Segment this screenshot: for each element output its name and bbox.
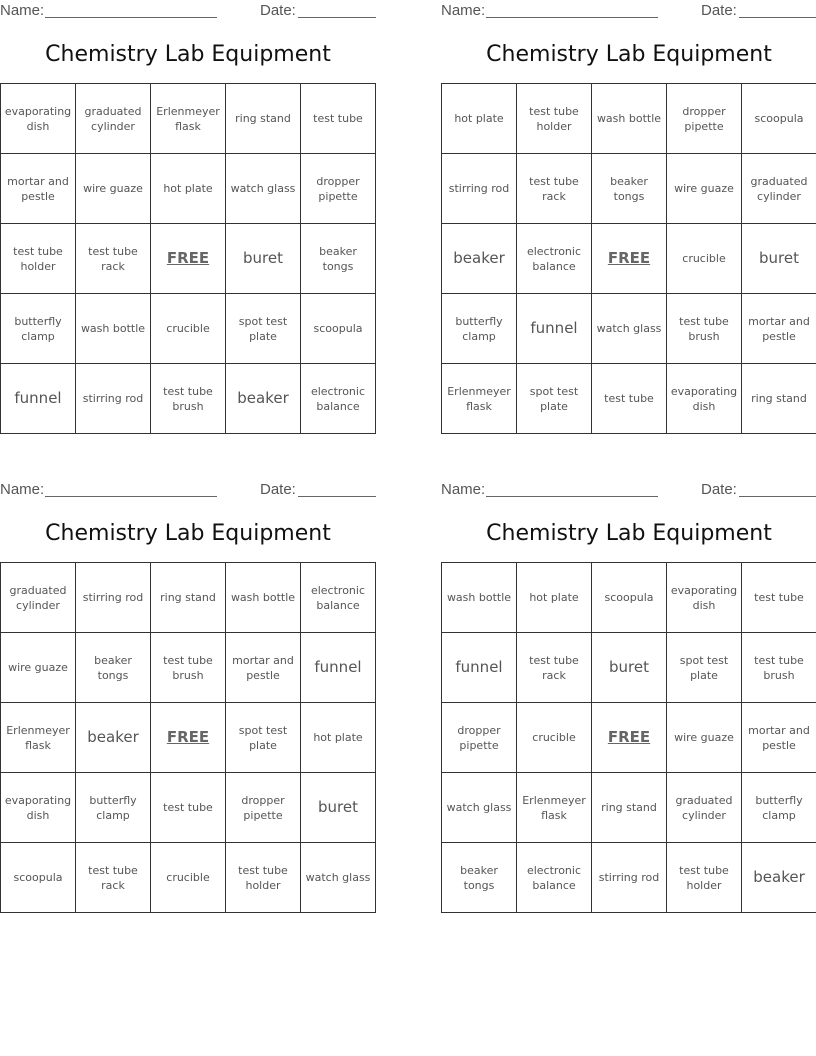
bingo-cell[interactable]: wire guaze: [1, 633, 76, 703]
bingo-cell[interactable]: scoopula: [1, 843, 76, 913]
bingo-cell[interactable]: test tube: [742, 563, 816, 633]
bingo-cell[interactable]: scoopula: [742, 84, 816, 154]
bingo-cell[interactable]: graduated cylinder: [1, 563, 76, 633]
bingo-cell[interactable]: spot test plate: [667, 633, 742, 703]
date-field[interactable]: [298, 496, 376, 497]
name-label: Name:: [441, 481, 486, 498]
bingo-cell[interactable]: test tube rack: [76, 224, 151, 294]
bingo-cell[interactable]: watch glass: [226, 154, 301, 224]
bingo-cell[interactable]: hot plate: [151, 154, 226, 224]
name-field[interactable]: [486, 17, 658, 18]
bingo-cell[interactable]: crucible: [151, 294, 226, 364]
bingo-cell[interactable]: beaker tongs: [76, 633, 151, 703]
bingo-cell[interactable]: spot test plate: [226, 294, 301, 364]
bingo-cell[interactable]: hot plate: [517, 563, 592, 633]
bingo-cell[interactable]: electronic balance: [517, 224, 592, 294]
name-field[interactable]: [45, 17, 217, 18]
bingo-cell[interactable]: buret: [742, 224, 816, 294]
bingo-cell[interactable]: test tube rack: [517, 154, 592, 224]
bingo-cell[interactable]: beaker: [226, 364, 301, 434]
bingo-card-2: [441, 0, 816, 413]
bingo-cell[interactable]: ring stand: [592, 773, 667, 843]
bingo-cell[interactable]: buret: [226, 224, 301, 294]
bingo-cell[interactable]: graduated cylinder: [667, 773, 742, 843]
bingo-cell[interactable]: funnel: [517, 294, 592, 364]
date-label: Date:: [701, 481, 737, 498]
bingo-cell[interactable]: graduated cylinder: [742, 154, 816, 224]
bingo-cell[interactable]: crucible: [151, 843, 226, 913]
bingo-cell[interactable]: wash bottle: [592, 84, 667, 154]
bingo-cell[interactable]: beaker: [742, 843, 816, 913]
bingo-cell[interactable]: funnel: [442, 633, 517, 703]
bingo-cell[interactable]: hot plate: [301, 703, 376, 773]
name-date-header: [0, 0, 376, 24]
bingo-cell[interactable]: evaporating dish: [667, 563, 742, 633]
name-label: Name:: [441, 2, 486, 19]
bingo-cell[interactable]: stirring rod: [76, 364, 151, 434]
free-space[interactable]: FREE: [151, 224, 226, 294]
bingo-cell[interactable]: crucible: [667, 224, 742, 294]
bingo-cell[interactable]: wire guaze: [76, 154, 151, 224]
bingo-cell[interactable]: buret: [592, 633, 667, 703]
bingo-cell[interactable]: watch glass: [592, 294, 667, 364]
bingo-grid: [441, 83, 816, 434]
bingo-grid: [0, 83, 376, 434]
bingo-cell[interactable]: dropper pipette: [442, 703, 517, 773]
bingo-cell[interactable]: stirring rod: [442, 154, 517, 224]
name-date-header: [441, 479, 816, 503]
bingo-cell[interactable]: spot test plate: [226, 703, 301, 773]
bingo-cell[interactable]: watch glass: [442, 773, 517, 843]
bingo-cell[interactable]: evaporating dish: [1, 773, 76, 843]
date-label: Date:: [701, 2, 737, 19]
card-title: Chemistry Lab Equipment: [486, 42, 772, 67]
bingo-cell[interactable]: spot test plate: [517, 364, 592, 434]
bingo-cell[interactable]: ring stand: [226, 84, 301, 154]
bingo-cell[interactable]: test tube brush: [667, 294, 742, 364]
card-title: Chemistry Lab Equipment: [486, 521, 772, 546]
date-field[interactable]: [298, 17, 376, 18]
bingo-cell[interactable]: hot plate: [442, 84, 517, 154]
date-label: Date:: [260, 2, 296, 19]
bingo-cell[interactable]: mortar and pestle: [742, 294, 816, 364]
date-label: Date:: [260, 481, 296, 498]
bingo-cell[interactable]: test tube rack: [76, 843, 151, 913]
name-date-header: [0, 479, 376, 503]
name-date-header: [441, 0, 816, 24]
bingo-cell[interactable]: electronic balance: [301, 364, 376, 434]
bingo-cell[interactable]: dropper pipette: [301, 154, 376, 224]
bingo-card-3: [0, 479, 376, 892]
bingo-cell[interactable]: test tube holder: [1, 224, 76, 294]
name-label: Name:: [0, 2, 45, 19]
bingo-cell[interactable]: stirring rod: [76, 563, 151, 633]
bingo-cell[interactable]: scoopula: [301, 294, 376, 364]
bingo-cell[interactable]: crucible: [517, 703, 592, 773]
name-field[interactable]: [486, 496, 658, 497]
free-space[interactable]: FREE: [151, 703, 226, 773]
bingo-cell[interactable]: mortar and pestle: [742, 703, 816, 773]
bingo-grid: [441, 562, 816, 913]
name-field[interactable]: [45, 496, 217, 497]
bingo-cell[interactable]: test tube brush: [151, 633, 226, 703]
bingo-cell[interactable]: wash bottle: [442, 563, 517, 633]
bingo-cell[interactable]: butterfly clamp: [76, 773, 151, 843]
bingo-cell[interactable]: wire guaze: [667, 154, 742, 224]
bingo-cell[interactable]: wash bottle: [226, 563, 301, 633]
bingo-cell[interactable]: test tube: [592, 364, 667, 434]
bingo-cell[interactable]: beaker tongs: [301, 224, 376, 294]
bingo-cell[interactable]: butterfly clamp: [442, 294, 517, 364]
card-title: Chemistry Lab Equipment: [45, 521, 331, 546]
bingo-cell[interactable]: electronic balance: [301, 563, 376, 633]
bingo-cell[interactable]: ring stand: [151, 563, 226, 633]
bingo-cell[interactable]: butterfly clamp: [742, 773, 816, 843]
bingo-cell[interactable]: test tube holder: [226, 843, 301, 913]
date-field[interactable]: [739, 17, 816, 18]
card-title: Chemistry Lab Equipment: [45, 42, 331, 67]
free-space[interactable]: FREE: [592, 703, 667, 773]
bingo-cell[interactable]: wire guaze: [667, 703, 742, 773]
bingo-cell[interactable]: electronic balance: [517, 843, 592, 913]
bingo-cell[interactable]: test tube: [301, 84, 376, 154]
bingo-cell[interactable]: mortar and pestle: [1, 154, 76, 224]
bingo-cell[interactable]: Erlenmeyer flask: [517, 773, 592, 843]
bingo-cell[interactable]: Erlenmeyer flask: [151, 84, 226, 154]
bingo-cell[interactable]: evaporating dish: [667, 364, 742, 434]
bingo-cell[interactable]: beaker tongs: [592, 154, 667, 224]
bingo-cell[interactable]: test tube brush: [742, 633, 816, 703]
bingo-cell[interactable]: test tube holder: [517, 84, 592, 154]
bingo-cell[interactable]: beaker: [76, 703, 151, 773]
bingo-cell[interactable]: beaker: [442, 224, 517, 294]
bingo-grid: [0, 562, 376, 913]
bingo-cell[interactable]: stirring rod: [592, 843, 667, 913]
bingo-cell[interactable]: test tube rack: [517, 633, 592, 703]
bingo-cell[interactable]: butterfly clamp: [1, 294, 76, 364]
bingo-card-4: [441, 479, 816, 892]
date-field[interactable]: [739, 496, 816, 497]
free-space[interactable]: FREE: [592, 224, 667, 294]
bingo-cell[interactable]: beaker tongs: [442, 843, 517, 913]
bingo-cell[interactable]: funnel: [1, 364, 76, 434]
bingo-cell[interactable]: Erlenmeyer flask: [442, 364, 517, 434]
bingo-cell[interactable]: mortar and pestle: [226, 633, 301, 703]
bingo-cell[interactable]: evaporating dish: [1, 84, 76, 154]
bingo-cell[interactable]: watch glass: [301, 843, 376, 913]
bingo-cell[interactable]: Erlenmeyer flask: [1, 703, 76, 773]
bingo-card-1: [0, 0, 376, 413]
bingo-cell[interactable]: test tube holder: [667, 843, 742, 913]
bingo-cell[interactable]: buret: [301, 773, 376, 843]
name-label: Name:: [0, 481, 45, 498]
bingo-cell[interactable]: test tube: [151, 773, 226, 843]
bingo-cell[interactable]: graduated cylinder: [76, 84, 151, 154]
bingo-cell[interactable]: dropper pipette: [226, 773, 301, 843]
bingo-cell[interactable]: funnel: [301, 633, 376, 703]
bingo-cell[interactable]: dropper pipette: [667, 84, 742, 154]
bingo-cell[interactable]: wash bottle: [76, 294, 151, 364]
bingo-cell[interactable]: test tube brush: [151, 364, 226, 434]
bingo-cell[interactable]: ring stand: [742, 364, 816, 434]
bingo-cell[interactable]: scoopula: [592, 563, 667, 633]
